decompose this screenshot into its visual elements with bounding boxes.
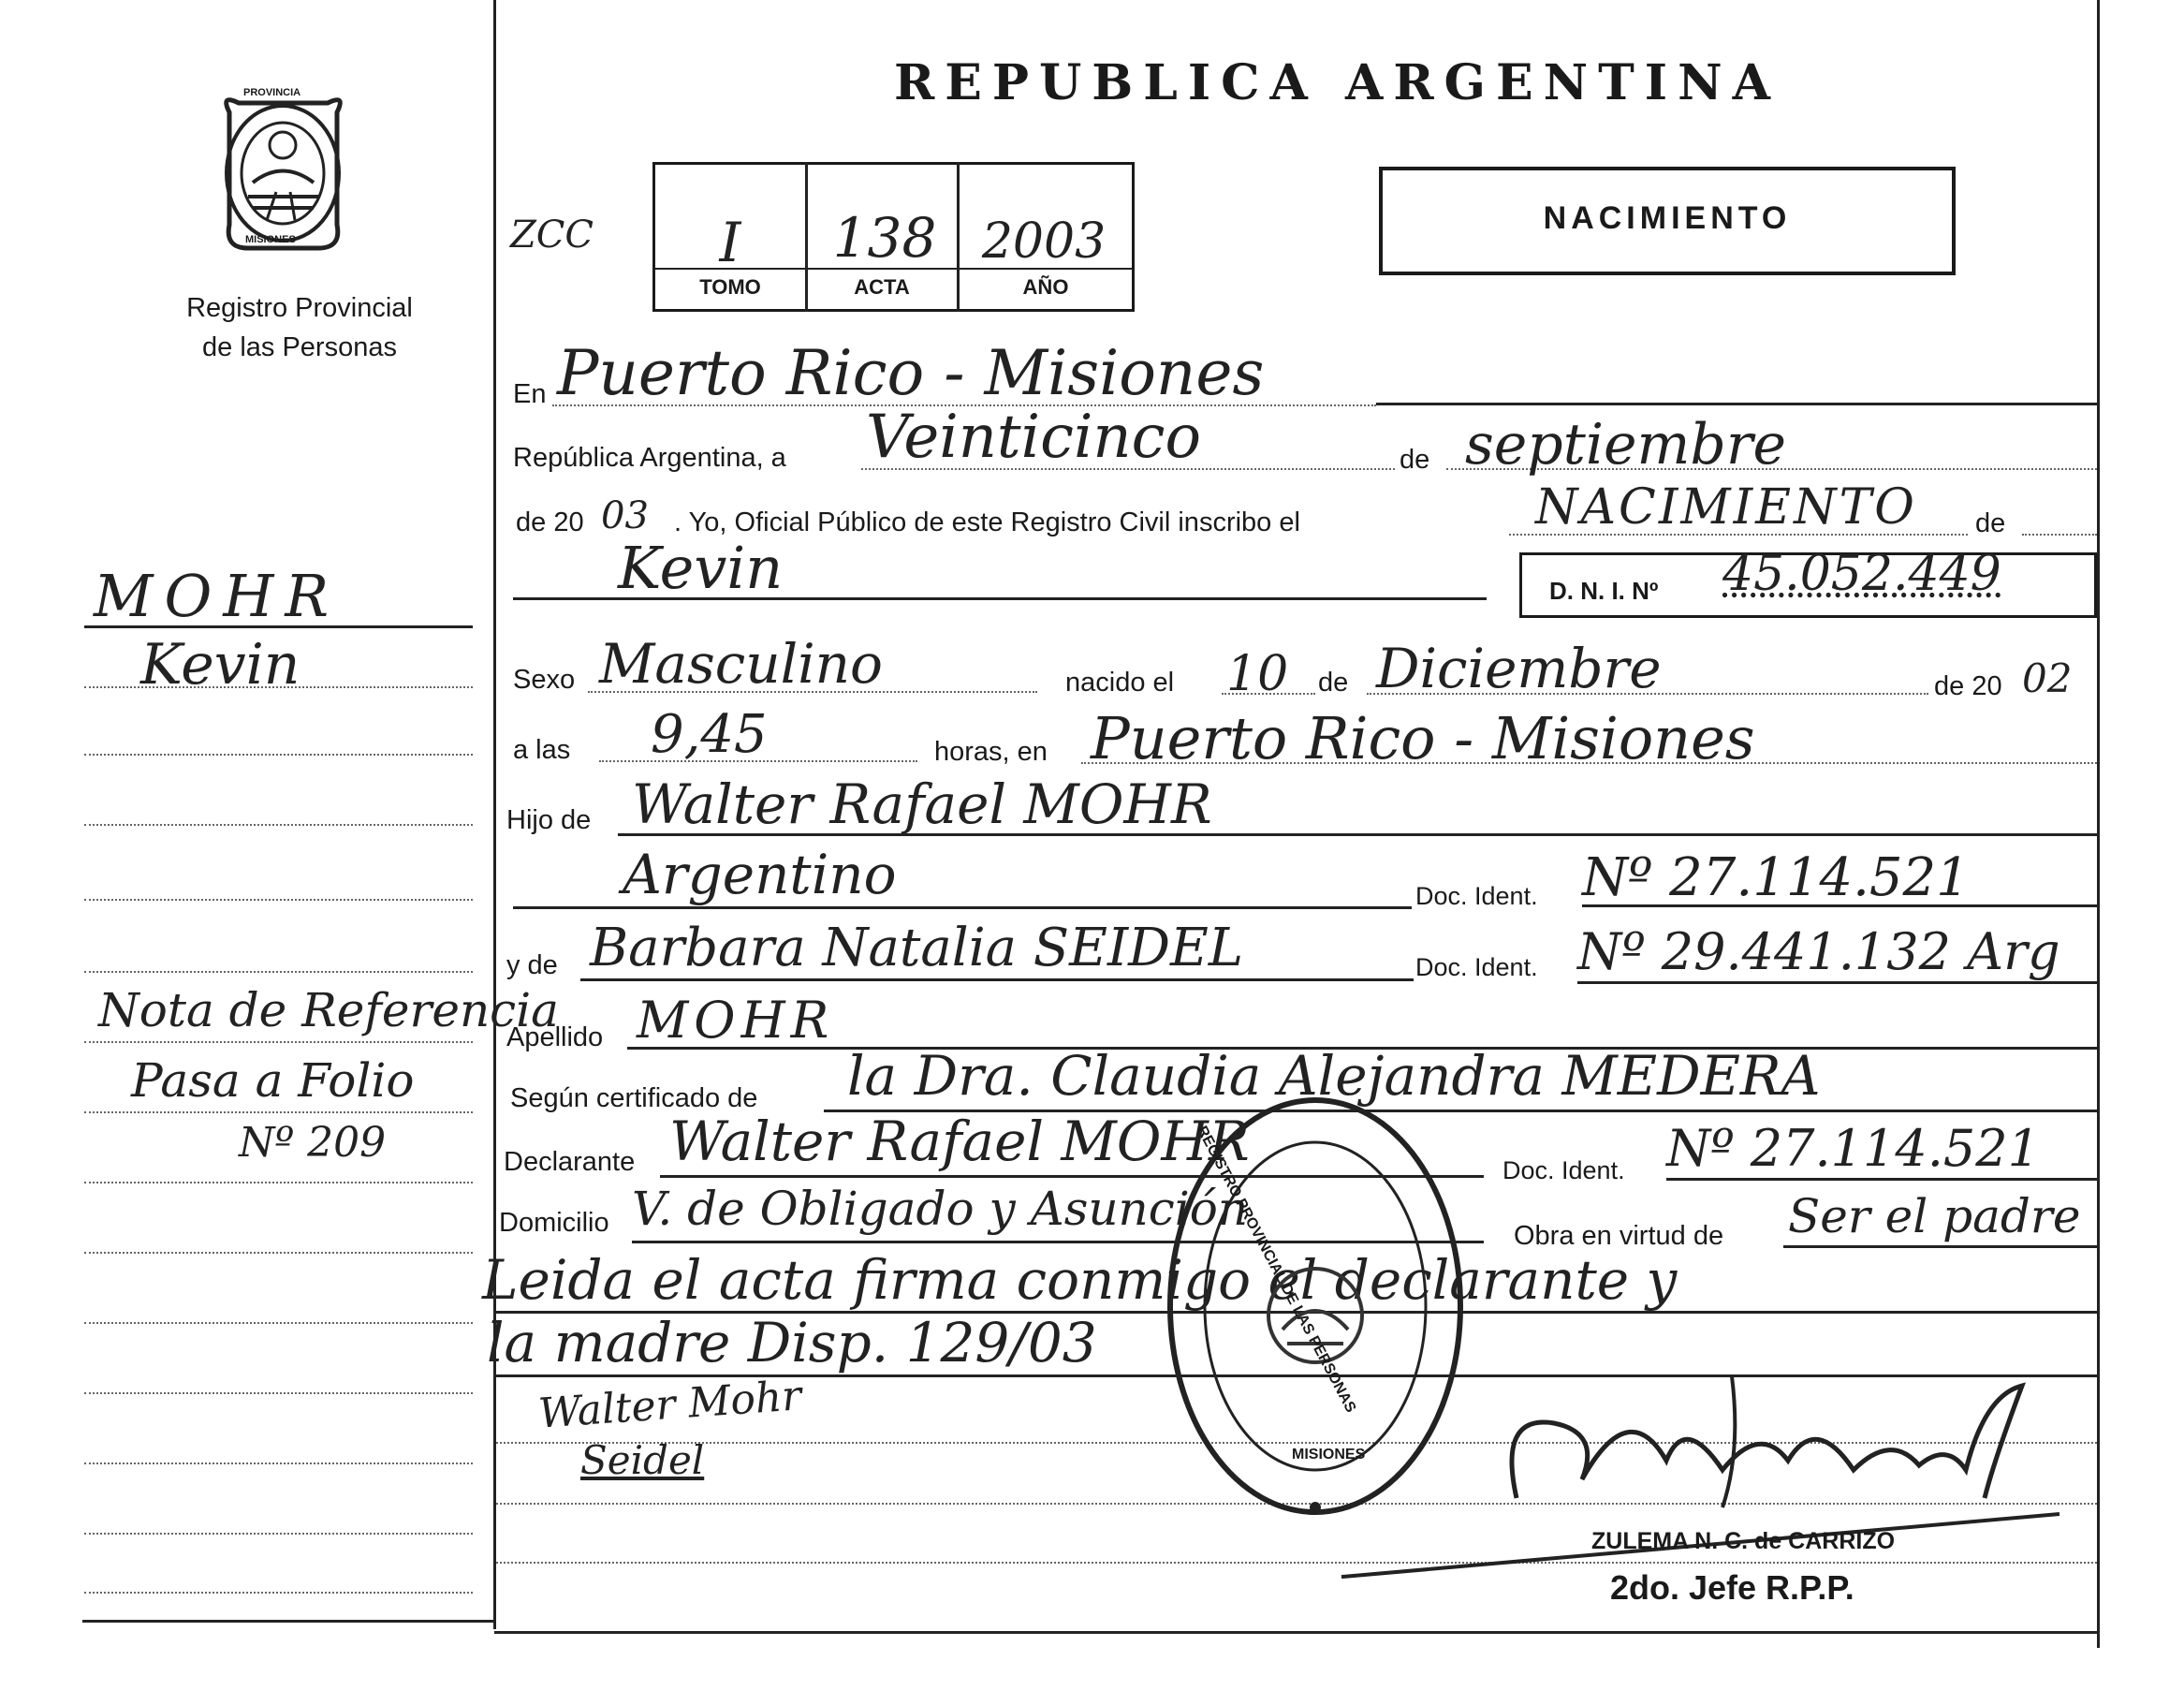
month-value: septiembre	[1465, 412, 1787, 478]
father-doc: Nº 27.114.521	[1582, 847, 1970, 908]
margin-note-line2: Pasa a Folio	[131, 1053, 415, 1108]
official-signature	[1498, 1358, 2059, 1517]
official-title: 2do. Jefe R.P.P.	[1610, 1568, 1854, 1607]
sexo-label: Sexo	[513, 665, 576, 695]
margin-line	[84, 1533, 473, 1535]
acta-value: 138	[832, 206, 937, 270]
declarante-value: Walter Rafael MOHR	[669, 1110, 1250, 1173]
margin-line	[84, 1252, 473, 1254]
declarante-doc-line	[1666, 1178, 2097, 1181]
margin-note-line1: Nota de Referencia	[98, 983, 559, 1037]
de-label-1: de	[1400, 445, 1430, 475]
seal-text-top: PROVINCIA	[243, 87, 301, 98]
birth-day: 10	[1226, 646, 1289, 702]
de-label-2: de	[1975, 508, 2006, 538]
father-name: Walter Rafael MOHR	[632, 772, 1212, 836]
tomo-value: I	[719, 211, 741, 274]
margin-given-name: Kevin	[140, 632, 300, 698]
father-doc-line	[1582, 904, 2097, 907]
hijo-label: Hijo de	[506, 805, 592, 835]
record-prefix: ZCC	[510, 213, 594, 257]
mother-signature: Seidel	[580, 1437, 705, 1483]
remarks-line1: Leida el acta firma conmigo el declarante y	[482, 1248, 1678, 1312]
form-bottom-line	[494, 1631, 2097, 1634]
oficial-text: . Yo, Oficial Público de este Registro Civil inscribo el	[674, 507, 1300, 537]
domicilio-label: Domicilio	[499, 1208, 609, 1238]
de-label-3: de	[1318, 668, 1349, 698]
en-line-end	[1376, 403, 2097, 405]
birth-year-suffix: 02	[2022, 655, 2073, 701]
official-name: ZULEMA N. C. de CARRIZO	[1591, 1528, 1896, 1554]
obra-label: Obra en virtud de	[1514, 1221, 1724, 1251]
year-suffix: 03	[601, 494, 649, 537]
day-value: Veinticinco	[866, 403, 1201, 472]
margin-line	[84, 899, 473, 901]
margin-line	[84, 1111, 473, 1113]
sexo-value: Masculino	[599, 632, 883, 696]
de20-label: de 20	[516, 507, 584, 537]
doc-label-1: Doc. Ident.	[1415, 882, 1538, 910]
act-line-end	[2022, 534, 2097, 536]
act-value: NACIMIENTO	[1535, 479, 1917, 536]
obra-line	[1783, 1245, 2097, 1248]
tomo-label: TOMO	[699, 275, 761, 299]
stamp-bottom-text: MISIONES	[1292, 1447, 1366, 1462]
apellido-value: MOHR	[637, 991, 835, 1050]
remarks-line2: la madre Disp. 129/03	[487, 1311, 1097, 1374]
de20-label-2: de 20	[1934, 671, 2002, 701]
form-line	[496, 1562, 2097, 1564]
margin-line	[84, 1462, 473, 1464]
registry-name-line1: Registro Provincial	[186, 293, 413, 323]
father-signature: Walter Mohr	[536, 1372, 803, 1438]
margin-surname: MOHR	[94, 562, 341, 630]
mother-name: Barbara Natalia SEIDEL	[590, 918, 1244, 978]
nationality-line	[513, 906, 1412, 909]
stamp-ring-text: REGISTRO PROVINCIAL DE LAS PERSONAS	[1193, 1124, 1359, 1416]
margin-line	[84, 1592, 473, 1594]
anio-value: 2003	[981, 213, 1107, 270]
horas-label: horas, en	[934, 737, 1048, 767]
country-title: REPUBLICA ARGENTINA	[894, 54, 1781, 111]
registry-name-line2: de las Personas	[202, 332, 397, 362]
mother-doc-line	[1577, 981, 2097, 984]
margin-line	[84, 1392, 473, 1394]
acta-label: ACTA	[854, 275, 910, 299]
apellido-label: Apellido	[506, 1022, 604, 1052]
segun-label: Según certificado de	[510, 1083, 758, 1113]
dni-value: 45.052.449	[1722, 546, 2001, 602]
record-type-label: NACIMIENTO	[1543, 200, 1792, 236]
obra-value: Ser el padre	[1788, 1189, 2081, 1243]
margin-line	[84, 971, 473, 973]
mother-line	[580, 978, 1414, 981]
margin-line	[84, 754, 473, 756]
margin-line	[84, 1322, 473, 1324]
child-name: Kevin	[618, 534, 784, 602]
margin-line	[84, 1041, 473, 1043]
margin-bottom-line	[82, 1620, 494, 1623]
doc-label-3: Doc. Ident.	[1502, 1156, 1625, 1184]
en-value: Puerto Rico - Misiones	[557, 337, 1265, 409]
domicilio-value: V. de Obligado y Asunción	[632, 1182, 1249, 1236]
nacido-label: nacido el	[1065, 668, 1175, 698]
yde-label: y de	[506, 950, 558, 980]
birth-month: Diciembre	[1376, 637, 1662, 700]
birth-time: 9,45	[651, 704, 768, 765]
margin-note-line3: Nº 209	[239, 1119, 387, 1167]
mother-doc: Nº 29.441.132 Arg	[1577, 922, 2060, 981]
doc-label-2: Doc. Ident.	[1415, 953, 1538, 981]
birth-place: Puerto Rico - Misiones	[1091, 704, 1755, 772]
a-las-label: a las	[513, 735, 571, 765]
en-label: En	[513, 379, 547, 409]
seal-text-bottom: MISIONES	[245, 234, 296, 245]
declarante-doc: Nº 27.114.521	[1666, 1119, 2040, 1178]
right-border	[2097, 0, 2100, 1648]
father-nationality: Argentino	[623, 843, 897, 906]
declarante-label: Declarante	[504, 1147, 636, 1177]
left-column-divider	[493, 0, 496, 1629]
republica-label: República Argentina, a	[513, 443, 786, 473]
margin-line	[84, 824, 473, 826]
dni-label: D. N. I. Nº	[1549, 577, 1659, 605]
certificado-value: la Dra. Claudia Alejandra MEDERA	[847, 1044, 1821, 1108]
anio-label: AÑO	[1022, 275, 1069, 299]
margin-line	[84, 1182, 473, 1183]
